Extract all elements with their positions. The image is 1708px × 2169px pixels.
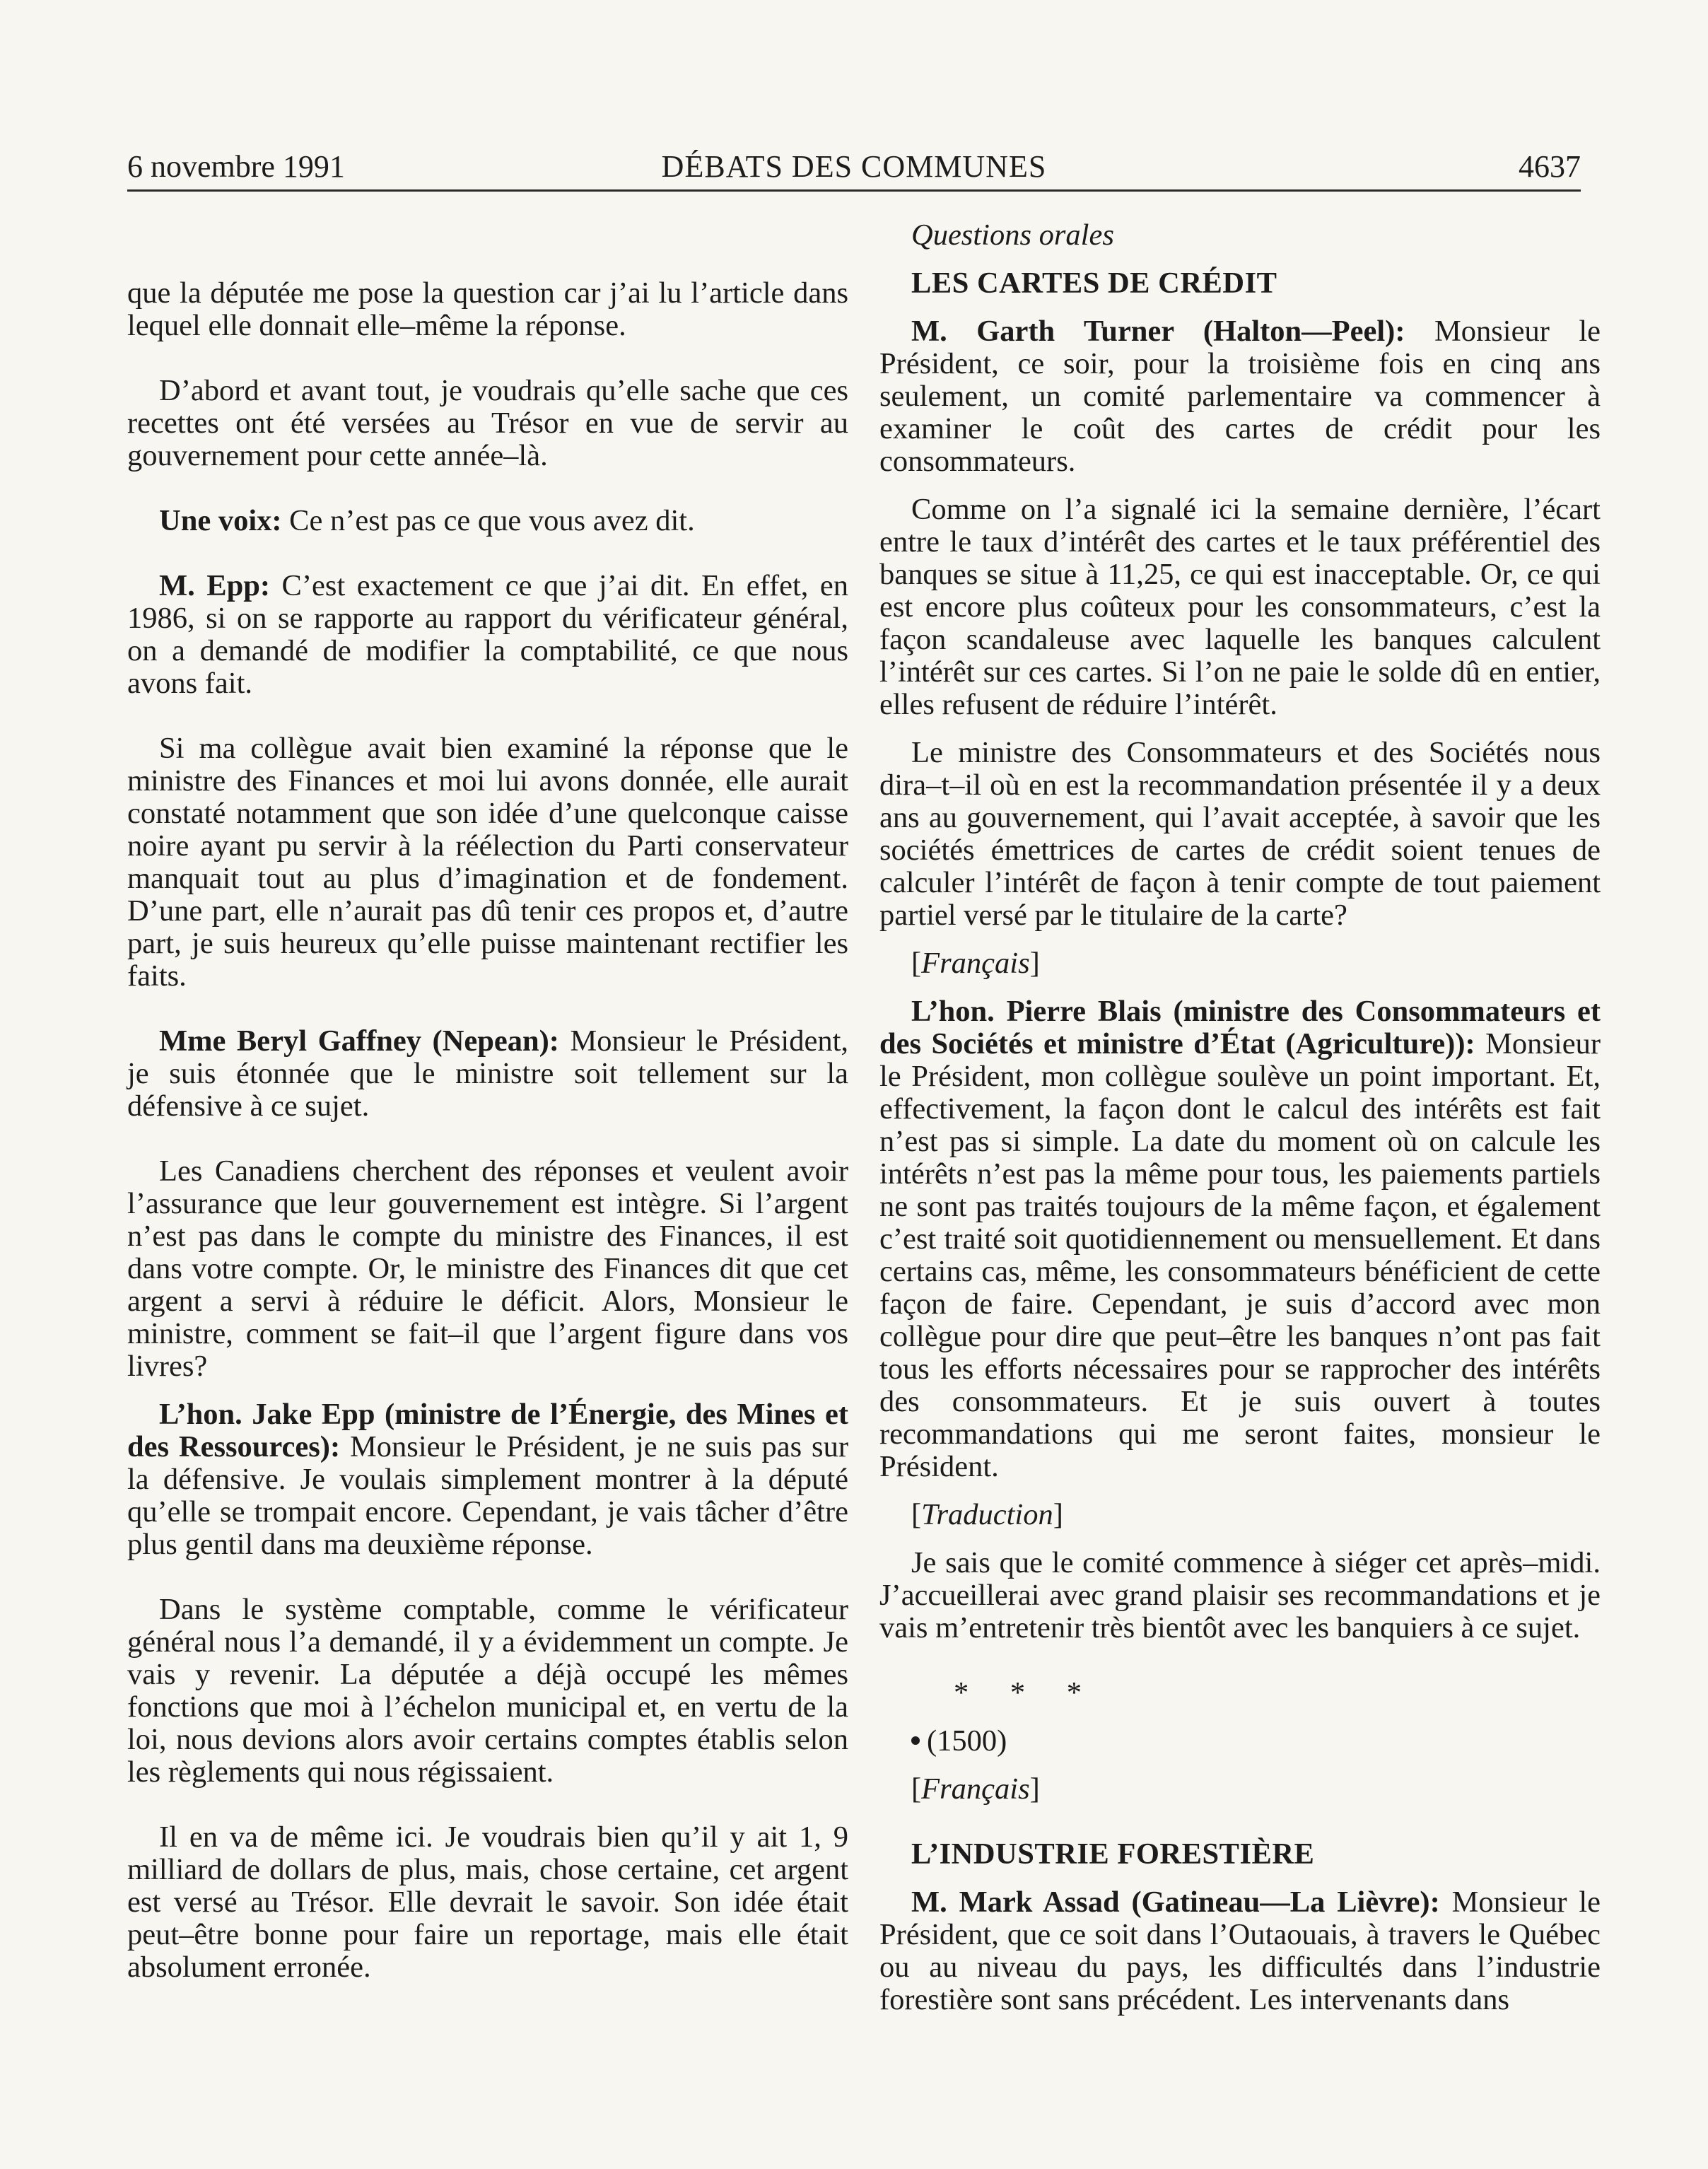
- time-marker: [879, 1725, 1601, 1758]
- speech-text: Monsieur le Président, mon collègue soulève un point important. Et, effectivement, la façon dont le calcul des intérêts est fait n’est pas si simple. La date du moment où on calcule les intérêts n’est pas la même pour tous, les paiements partiels ne sont pas traités toujours de la même façon, et également c’est traité soit quotidiennement ou mensuellement. Et dans certains cas, même, les consommateurs bénéficient de cette façon de faire. Cependant, je suis d’accord avec mon collègue pour dire que peut–être les banques n’ont pas fait tous les efforts nécessaires pour se rapprocher des intérêts des consommateurs. Et je suis ouvert à toutes recommandations qui me seront faites, monsieur le Président.: [879, 1027, 1601, 1483]
- header-rule: [127, 189, 1581, 192]
- language-tag-text: Français: [921, 1772, 1030, 1806]
- language-tag: [Français]: [911, 947, 1040, 980]
- paragraph: [127, 505, 848, 537]
- speaker-name: Mme Beryl Gaffney (Nepean):: [159, 1024, 559, 1058]
- right-column: [879, 219, 1601, 2016]
- header-date: 6 novembre 1991: [127, 149, 345, 184]
- paragraph: [879, 995, 1601, 1483]
- speaker-name: M. Mark Assad (Gatineau—La Lièvre):: [911, 1886, 1440, 1919]
- bullet-icon: [911, 1736, 920, 1745]
- speaker-name: L’hon. Jake Epp (ministre de l’Énergie, des Mines et des Ressources):: [127, 1398, 848, 1463]
- speaker-name: M. Garth Turner (Halton—Peel):: [911, 315, 1405, 348]
- paragraph: Je sais que le comité commence à siéger cet après–midi. J’accueillerai avec grand plaisir ses recommandations et je vais m’entretenir très bientôt avec les banquiers à ce sujet.: [879, 1546, 1601, 1644]
- paragraph: que la députée me pose la question car j’ai lu l’article dans lequel elle donnait elle–même la réponse.: [127, 276, 848, 342]
- heading-industrie-forestiere: L’INDUSTRIE FORESTIÈRE: [911, 1837, 1315, 1871]
- header-page-number: 4637: [1519, 149, 1581, 184]
- speech-text: Monsieur le Président, ce soir, pour la troisième fois en cinq ans seulement, un comité parlementaire va commencer à examiner le coût des cartes de crédit pour les consommateurs.: [879, 315, 1601, 478]
- paragraph: [127, 1025, 848, 1123]
- paragraph: [879, 315, 1601, 478]
- speaker-name: L’hon. Pierre Blais (ministre des Consommateurs et des Sociétés et ministre d’État (Agriculture)):: [879, 995, 1601, 1060]
- speaker-name: Une voix:: [159, 504, 282, 537]
- section-separator: * * *: [954, 1676, 1099, 1709]
- language-tag: [Traduction]: [911, 1498, 1063, 1531]
- paragraph: Comme on l’a signalé ici la semaine dernière, l’écart entre le taux d’intérêt des cartes et le taux préférentiel des banques se situe à 11,25, ce qui est inacceptable. Or, ce qui est encore plus coûteux pour les consommateurs, c’est la façon scandaleuse avec laquelle les banques calculent l’intérêt sur ces cartes. Si l’on ne paie le solde dû en entier, elles refusent de réduire l’intérêt.: [879, 493, 1601, 721]
- time-marker-text: (1500): [927, 1724, 1007, 1758]
- paragraph: Il en va de même ici. Je voudrais bien qu’il y ait 1, 9 milliard de dollars de plus, mais, chose certaine, cet argent est versé au Trésor. Elle devrait le savoir. Son idée était peut–être bonne pour faire un reportage, mais elle était absolument erronée.: [127, 1820, 848, 1984]
- paragraph: Si ma collègue avait bien examiné la réponse que le ministre des Finances et moi lui avons donnée, elle aurait constaté notamment que son idée d’une quelconque caisse noire ayant pu servir à la réélection du Parti conservateur manquait tout au plus d’imagination et de fondement. D’une part, elle n’aurait pas dû tenir ces propos et, d’autre part, je suis heureux qu’elle puisse maintenant rectifier les faits.: [127, 732, 848, 993]
- heading-cartes-de-credit: LES CARTES DE CRÉDIT: [911, 267, 1277, 300]
- paragraph: Le ministre des Consommateurs et des Sociétés nous dira–t–il où en est la recommandation présentée il y a deux ans au gouvernement, qui l’avait acceptée, à savoir que les sociétés émettrices de cartes de crédit soient tenues de calculer l’intérêt de façon à tenir compte de tout paiement partiel versé par le titulaire de la carte?: [879, 736, 1601, 932]
- paragraph: Les Canadiens cherchent des réponses et veulent avoir l’assurance que leur gouvernement est intègre. Si l’argent n’est pas dans le compte du ministre des Finances, il est dans votre compte. Or, le ministre des Finances dit que cet argent a servi à réduire le déficit. Alors, Monsieur le ministre, comment se fait–il que l’argent figure dans vos livres?: [127, 1154, 848, 1383]
- speech-text: C’est exactement ce que j’ai dit. En effet, en 1986, si on se rapporte au rapport du vérificateur général, on a demandé de modifier la comptabilité, ce que nous avons fait.: [127, 569, 849, 700]
- language-tag-text: Traduction: [921, 1498, 1053, 1531]
- page-header: [127, 146, 1581, 188]
- language-tag-text: Français: [921, 947, 1030, 980]
- speech-text: Ce n’est pas ce que vous avez dit.: [281, 504, 695, 537]
- speech-text: Monsieur le Président, je suis étonnée que le ministre soit tellement sur la défensive à ce sujet.: [127, 1024, 848, 1123]
- section-title: Questions orales: [911, 218, 1114, 252]
- paragraph: D’abord et avant tout, je voudrais qu’elle sache que ces recettes ont été versées au Trésor en vue de servir au gouvernement pour cette année–là.: [127, 374, 848, 472]
- paragraph: [127, 570, 848, 700]
- paragraph: [127, 1398, 848, 1561]
- header-journal-title: DÉBATS DES COMMUNES: [661, 149, 1047, 184]
- left-column: [127, 277, 848, 1984]
- paragraph: [879, 1886, 1601, 2016]
- paragraph: Dans le système comptable, comme le vérificateur général nous l’a demandé, il y a évidemment un compte. Je vais y revenir. La députée a déjà occupé les mêmes fonctions que moi à l’échelon municipal et, en vertu de la loi, nous devions alors avoir certains comptes établis selon les règlements qui nous régissaient.: [127, 1593, 848, 1789]
- speaker-name: M. Epp:: [159, 569, 271, 602]
- speech-text: Monsieur le Président, je ne suis pas sur la défensive. Je voulais simplement montrer à la député qu’elle se trompait encore. Cependant, je vais tâcher d’être plus gentil dans ma deuxième réponse.: [127, 1430, 848, 1561]
- speech-text: Monsieur le Président, que ce soit dans l’Outaouais, à travers le Québec ou au niveau du pays, les difficultés dans l’industrie forestière sont sans précédent. Les intervenants dans: [879, 1886, 1601, 2016]
- language-tag: [Français]: [911, 1772, 1040, 1806]
